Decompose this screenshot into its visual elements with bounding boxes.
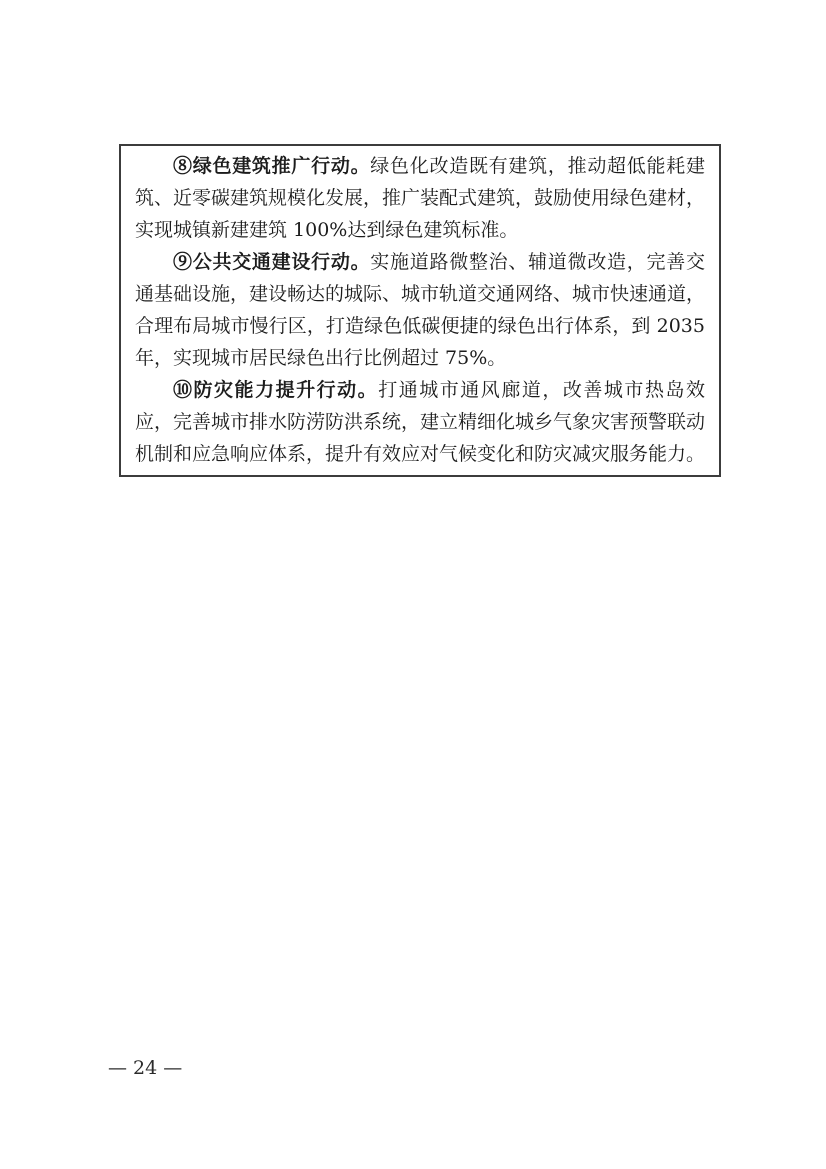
action-items-box: [119, 144, 721, 477]
action-body-10: 打通城市通风廊道，改善城市热岛效应，完善城市排水防涝防洪系统，建立精细化城乡气象灾害预警联动机制和应急响应体系，提升有效应对气候变化和防灾减灾服务能力。: [135, 379, 706, 465]
action-heading-10: ⑩防灾能力提升行动。: [173, 379, 379, 401]
action-paragraph-8: [135, 150, 705, 246]
action-heading-9: ⑨公共交通建设行动。: [173, 251, 371, 273]
action-body-9: 实施道路微整治、辅道微改造，完善交通基础设施，建设畅达的城际、城市轨道交通网络、城市快速通道，合理布局城市慢行区，打造绿色低碳便捷的绿色出行体系，到 2035 年，实现城市居民绿色出行比例超过 75%。: [135, 251, 706, 369]
action-paragraph-9: [135, 246, 705, 374]
page-number: — 24 —: [108, 1057, 183, 1079]
action-heading-8: ⑧绿色建筑推广行动。: [173, 155, 371, 177]
action-paragraph-10: [135, 374, 705, 470]
action-body-8: 绿色化改造既有建筑，推动超低能耗建筑、近零碳建筑规模化发展，推广装配式建筑，鼓励使用绿色建材，实现城镇新建建筑 100%达到绿色建筑标准。: [135, 155, 706, 241]
